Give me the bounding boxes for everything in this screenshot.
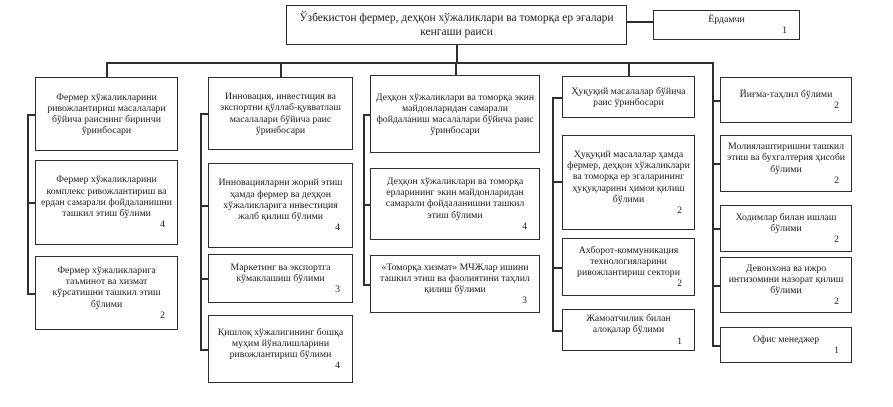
box-count: 2 <box>677 278 682 290</box>
box-count: 2 <box>160 309 165 321</box>
connector-line <box>106 62 108 77</box>
deputy-farmer-development-box <box>35 77 178 151</box>
box-label: Жамоатчилик билан алоқалар бўлими <box>586 313 671 336</box>
box-count: 4 <box>335 222 340 234</box>
box-count: 3 <box>335 284 340 296</box>
box-label: Қишлоқ хўжалигининг бошқа муҳим йўналишларини ривожлантириш бўлими <box>217 326 344 360</box>
box-label: «Томорқа хизмат» МЧЖлар ишини ташкил этиш ва фаолиятини таҳлил қилиш бўлими <box>380 261 530 295</box>
assistant-box <box>653 10 800 40</box>
chairman-box <box>286 5 627 45</box>
dept-agriculture-directions-box <box>208 315 353 383</box>
connector-line <box>712 62 714 346</box>
connector-line <box>363 204 370 206</box>
connector-line <box>200 349 208 351</box>
dept-finance-accounting-box <box>720 135 852 192</box>
dept-chancellery-discipline-box <box>720 257 852 313</box>
box-label: Девонхона ва ижро интизомини назорат қилиш бўлими <box>728 262 844 296</box>
box-label: Фермер хўжаликларини ривожлантириш масалалари бўйича раиснинг биринчи ўринбосари <box>47 91 166 137</box>
office-manager-box <box>720 327 852 363</box>
connector-line <box>27 114 35 116</box>
box-label: Деҳқон хўжаликлари ва томорқа экин майдонларидан самарали фойдаланиш масалалари бўйича раис ўринбосари <box>375 91 535 137</box>
box-label: Ахборот-коммуникация технологияларини ривожлантириш сектори <box>577 244 680 278</box>
box-label: Ходимлар билан ишлаш бўлими <box>735 211 837 234</box>
box-label: Молиялаштиришни ташкил этиш ва бухгалтерия ҳисоби бўлими <box>726 141 846 175</box>
box-count: 3 <box>522 295 527 307</box>
box-count: 4 <box>522 220 527 232</box>
box-count: 2 <box>834 174 839 186</box>
dept-ict-sector-box <box>562 238 695 296</box>
connector-line <box>712 163 720 165</box>
box-label: Ҳуқуқий масалалар бўйича раис ўринбосари <box>571 85 686 108</box>
connector-line <box>27 202 35 204</box>
box-count: 2 <box>834 296 839 308</box>
connector-line <box>628 62 630 76</box>
connector-line <box>200 113 202 349</box>
dept-public-relations-box <box>562 309 695 351</box>
dept-innovation-investment-box <box>208 163 353 248</box>
box-count: 2 <box>834 100 839 111</box>
connector-line <box>552 181 562 183</box>
box-label: Ҳуқуқий масалалар ҳамда фермер, деҳқон хўжаликлари ва томорқа ер эгаларининг ҳуқуқларини ҳимоя қилиш бўлими <box>567 148 690 205</box>
dept-hr-box <box>720 205 852 252</box>
connector-line <box>552 97 554 330</box>
box-label: Фермер хўжаликларини комплекс ривожлантириш ва ердан самарали фойдаланишни ташкил этиш бўлими <box>40 174 172 220</box>
assistant-label: Ёрдамчи <box>708 13 745 25</box>
chairman-label: Ўзбекистон фермер, деҳқон хўжаликлари ва томорқа ер эгалари кенгаши раиси <box>299 11 614 38</box>
connector-line <box>552 97 562 99</box>
deputy-dehkan-land-use-box <box>370 75 540 153</box>
box-count: 4 <box>335 360 340 372</box>
connector-line <box>455 62 457 75</box>
box-label: Йиғма-таҳлил бўлими <box>739 88 833 100</box>
dept-marketing-export-box <box>208 254 353 303</box>
box-label: Инновацияларни жорий этиш ҳамда фермер ва деҳқон хўжаликларига инвестиция жалб қилиш бўлими <box>218 177 343 223</box>
connector-line <box>280 62 282 77</box>
box-label: Фермер хўжаликларига таъминот ва хизмат кўрсатишни ташкил этиш бўлими <box>52 264 161 310</box>
dept-analysis-box <box>720 77 852 123</box>
connector-line <box>27 114 29 293</box>
dept-supply-services-box <box>35 256 178 330</box>
connector-line <box>712 285 720 287</box>
connector-line <box>363 114 365 284</box>
deputy-innovation-export-box <box>208 77 353 150</box>
box-count: 1 <box>834 345 839 356</box>
connector-line <box>712 100 720 102</box>
dept-complex-development-box <box>35 160 178 245</box>
box-count: 1 <box>677 335 682 347</box>
connector-line <box>27 293 35 295</box>
deputy-legal-affairs-box <box>562 76 695 118</box>
box-label: Инновация, инвестиция ва экспортни қўллаб-қувватлаш масалалари бўйича раис ўринбосари <box>220 91 341 136</box>
box-label: Маркетинг ва экспортга кўмаклашиш бўлими <box>230 261 331 284</box>
box-count: 2 <box>834 234 839 246</box>
dept-tomorka-hizmat-box <box>370 255 540 313</box>
box-label: Деҳқон хўжаликлари ва томорқа ерларининг экин майдонларидан самарали фойдаланишни ташкил этиш бўлими <box>385 175 525 221</box>
connector-line <box>200 205 208 207</box>
connector-line <box>712 345 720 347</box>
connector-line <box>363 284 370 286</box>
dept-legal-protection-box <box>562 135 695 230</box>
connector-line <box>552 267 562 269</box>
connector-line <box>456 45 458 62</box>
box-count: 2 <box>677 204 682 216</box>
connector-line <box>200 278 208 280</box>
box-label: Офис менеджер <box>752 333 820 345</box>
connector-line <box>627 21 653 23</box>
connector-line <box>363 114 370 116</box>
box-count: 4 <box>160 219 165 231</box>
connector-line <box>552 330 562 332</box>
assistant-count: 1 <box>782 25 787 36</box>
connector-line <box>200 113 208 115</box>
dept-land-use-organization-box <box>370 168 540 240</box>
connector-line <box>712 228 720 230</box>
connector-line <box>106 62 713 64</box>
